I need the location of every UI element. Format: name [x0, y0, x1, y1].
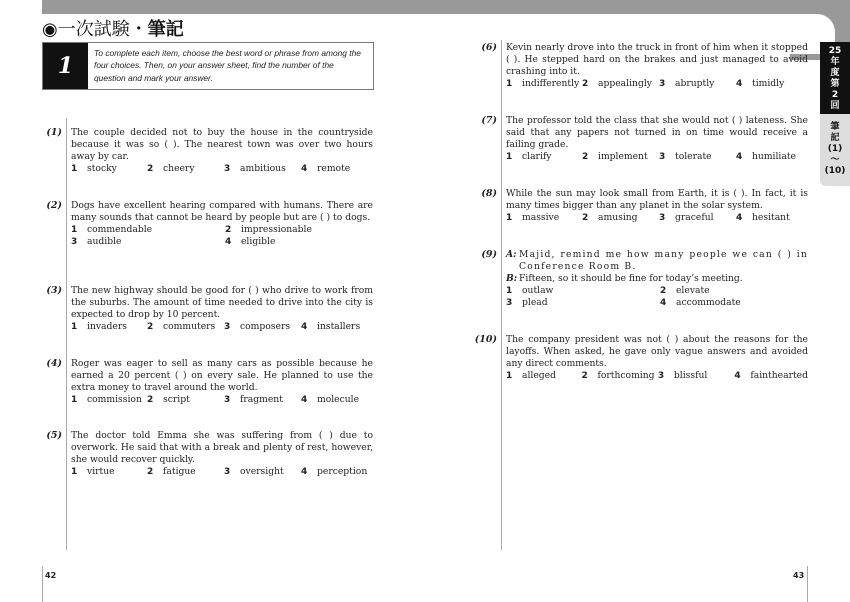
option-number: 3 [659, 79, 666, 89]
question-number: (1) [46, 127, 62, 138]
question-10 [506, 334, 808, 382]
option-2[interactable] [582, 212, 659, 224]
option-label: amusing [598, 212, 638, 223]
instruction-text: To complete each item, choose the best word or phrase from among the four choices. Then, on your answer sheet, find the number of the question and mark your answer. [94, 48, 361, 83]
option-1[interactable] [506, 212, 582, 224]
option-3[interactable] [224, 321, 301, 333]
option-1[interactable] [71, 394, 147, 406]
instruction-number: 1 [43, 43, 88, 89]
option-number: 1 [71, 225, 78, 235]
option-number: 1 [506, 286, 513, 296]
option-number: 4 [660, 298, 667, 308]
option-number: 2 [225, 225, 232, 235]
line-b: Fifteen, so it should be fine for today’s meeting. [519, 273, 743, 284]
option-number: 3 [224, 395, 231, 405]
option-2[interactable] [582, 151, 659, 163]
option-3[interactable] [659, 151, 736, 163]
option-label: eligible [241, 236, 276, 247]
option-1[interactable] [506, 151, 582, 163]
option-label: humiliate [752, 151, 796, 162]
option-label: commendable [87, 224, 153, 235]
option-3[interactable] [658, 370, 734, 382]
options [506, 212, 808, 224]
option-number: 3 [659, 152, 666, 162]
left-column-rule [66, 118, 67, 550]
page-number-left: 42 [45, 571, 57, 580]
option-4[interactable] [736, 78, 784, 90]
option-label: impressionable [241, 224, 312, 235]
option-2[interactable] [660, 285, 710, 297]
option-number: 3 [659, 213, 666, 223]
option-label: outlaw [522, 285, 554, 296]
speaker-b: B: [506, 273, 518, 284]
option-number: 3 [657, 371, 665, 381]
option-3[interactable] [224, 466, 301, 478]
option-label: hesitant [752, 212, 790, 223]
option-number: 1 [506, 371, 513, 381]
question-1 [71, 127, 373, 175]
question-5 [71, 430, 373, 478]
option-label: tolerate [675, 151, 712, 162]
side-tab-exam[interactable] [820, 42, 850, 114]
option-label: cheery [163, 163, 195, 174]
option-3[interactable] [659, 78, 736, 90]
option-label: elevate [676, 285, 710, 296]
instruction-box [42, 42, 374, 90]
option-2[interactable] [147, 394, 224, 406]
tab-char: 2 [831, 90, 839, 100]
option-label: molecule [317, 394, 360, 405]
options [506, 78, 808, 90]
option-label: abruptly [675, 78, 715, 89]
option-1[interactable] [71, 163, 147, 175]
option-number: 2 [147, 164, 154, 174]
question-text: Roger was eager to sell as many cars as possible because he earned a 20 percent ( ) on every sale. He planned to use the extra money to travel around the world. [71, 358, 373, 393]
option-number: 2 [581, 371, 588, 381]
question-7 [506, 115, 808, 163]
dialogue-line-b [506, 273, 808, 285]
right-column-rule [501, 40, 502, 550]
option-2[interactable] [147, 163, 224, 175]
option-4[interactable] [660, 297, 741, 309]
option-label: implement [598, 151, 648, 162]
header-bar [42, 0, 850, 14]
question-text: Dogs have excellent hearing compared with humans. There are many sounds that cannot be heard by people but are ( ) to dogs. [71, 200, 373, 223]
options [506, 285, 808, 297]
option-1[interactable] [506, 370, 581, 382]
option-label: fatigue [163, 466, 196, 477]
question-4 [71, 358, 373, 406]
option-label: installers [317, 321, 361, 332]
option-number: 4 [301, 164, 308, 174]
option-number: 2 [147, 395, 154, 405]
question-number: (5) [46, 430, 62, 441]
option-number: 2 [582, 79, 589, 89]
option-number: 4 [736, 152, 743, 162]
option-4[interactable] [736, 151, 796, 163]
option-label: massive [522, 212, 560, 223]
option-3[interactable] [224, 394, 301, 406]
tab-char: 25 [828, 46, 842, 56]
option-label: oversight [240, 466, 284, 477]
tab-char: 〜 [830, 155, 840, 165]
dialogue-line-a [506, 249, 808, 273]
option-number: 1 [506, 152, 513, 162]
option-number: 1 [71, 467, 78, 477]
option-4[interactable] [734, 370, 808, 382]
option-4[interactable] [301, 163, 350, 175]
option-label: graceful [675, 212, 714, 223]
option-label: plead [522, 297, 548, 308]
option-number: 2 [147, 467, 154, 477]
question-3 [71, 285, 373, 333]
options [71, 224, 373, 236]
option-label: audible [87, 236, 122, 247]
option-number: 4 [736, 213, 743, 223]
question-9 [506, 249, 808, 309]
option-number: 1 [506, 79, 513, 89]
option-label: clarify [522, 151, 552, 162]
option-1[interactable] [506, 285, 660, 297]
tab-char: 年 [830, 57, 840, 67]
tab-char: (10) [824, 166, 846, 176]
speaker-a: A: [506, 249, 517, 260]
option-number: 1 [71, 164, 78, 174]
option-label: forthcoming [597, 370, 655, 381]
option-number: 4 [734, 371, 741, 381]
question-number: (9) [481, 249, 497, 260]
option-number: 4 [736, 79, 743, 89]
option-label: appealingly [598, 78, 652, 89]
section-title-prefix: ◉一次試験・ [42, 19, 148, 40]
option-label: remote [317, 163, 351, 174]
question-text: The new highway should be good for ( ) who drive to work from the suburbs. The amount of time needed to drive into the city is expected to drop by 10 percent. [71, 285, 373, 320]
option-number: 1 [71, 395, 78, 405]
option-number: 3 [224, 467, 231, 477]
option-2[interactable] [582, 78, 659, 90]
option-label: accommodate [676, 297, 741, 308]
tab-char: (1) [827, 144, 843, 154]
option-number: 3 [506, 298, 513, 308]
question-number: (6) [481, 42, 497, 53]
question-number: (8) [481, 188, 497, 199]
option-1[interactable] [71, 466, 147, 478]
right-page-rule [807, 566, 808, 602]
options [506, 151, 808, 163]
option-label: fainthearted [750, 370, 808, 381]
tab-char: 第 [830, 79, 840, 89]
tab-char: 回 [830, 101, 840, 111]
option-3[interactable] [659, 212, 736, 224]
page-number-right: 43 [793, 571, 805, 580]
tab-char: 度 [830, 68, 840, 78]
option-number: 2 [582, 213, 589, 223]
option-1[interactable] [71, 224, 225, 236]
question-text: The professor told the class that she would not ( ) lateness. She said that any papers not turned in on time would receive a failing grade. [506, 115, 808, 150]
question-text: The doctor told Emma she was suffering from ( ) due to overwork. He said that with a break and plenty of rest, however, she would recover quickly. [71, 430, 373, 465]
option-3[interactable] [224, 163, 301, 175]
option-3[interactable] [71, 236, 225, 248]
tab-char: 筆 [830, 122, 840, 132]
options [71, 321, 373, 333]
option-number: 3 [224, 322, 231, 332]
question-text: The company president was not ( ) about the reasons for the layoffs. When asked, he gave only vague answers and avoided any direct comments. [506, 334, 808, 369]
option-label: ambitious [240, 163, 286, 174]
option-4[interactable] [736, 212, 790, 224]
options [71, 394, 373, 406]
option-4[interactable] [301, 394, 359, 406]
option-label: stocky [87, 163, 117, 174]
option-label: alleged [522, 370, 556, 381]
option-2[interactable] [225, 224, 312, 236]
question-text: The couple decided not to buy the house in the countryside because it was so ( ). The nearest town was over two hours away by car. [71, 127, 373, 162]
line-a: Majid, remind me how many people we can ( ) in Conference Room B. [519, 249, 808, 272]
question-8 [506, 188, 808, 224]
question-6 [506, 42, 808, 90]
option-label: fragment [240, 394, 283, 405]
options [506, 370, 808, 382]
section-title [42, 15, 184, 41]
option-3[interactable] [506, 297, 660, 309]
question-number: (2) [46, 200, 62, 211]
option-label: invaders [87, 321, 127, 332]
options [71, 163, 373, 175]
option-label: composers [240, 321, 291, 332]
option-label: virtue [87, 466, 115, 477]
option-label: blissful [673, 370, 708, 381]
question-number: (10) [474, 334, 497, 345]
option-label: timidly [752, 78, 785, 89]
tab-char: 記 [830, 133, 840, 143]
section-title-bold: 筆記 [147, 19, 184, 40]
option-number: 4 [301, 467, 308, 477]
option-2[interactable] [147, 466, 224, 478]
option-number: 4 [301, 395, 308, 405]
option-number: 3 [71, 237, 78, 247]
option-2[interactable] [581, 370, 657, 382]
options [506, 297, 808, 309]
question-number: (7) [481, 115, 497, 126]
option-4[interactable] [225, 236, 275, 248]
option-number: 3 [224, 164, 231, 174]
option-number: 2 [147, 322, 154, 332]
option-4[interactable] [301, 321, 360, 333]
option-number: 4 [301, 322, 308, 332]
side-tab-section[interactable] [820, 114, 850, 186]
option-2[interactable] [147, 321, 224, 333]
option-4[interactable] [301, 466, 367, 478]
option-label: indifferently [522, 78, 580, 89]
option-number: 1 [506, 213, 513, 223]
question-number: (4) [46, 358, 62, 369]
option-number: 4 [225, 237, 232, 247]
question-text: Kevin nearly drove into the truck in front of him when it stopped ( ). He stepped hard on the brakes and just managed to avoid crashing into it. [506, 42, 808, 77]
option-label: perception [317, 466, 368, 477]
option-label: commission [87, 394, 142, 405]
options [71, 466, 373, 478]
left-page-rule [42, 566, 43, 602]
option-number: 2 [660, 286, 667, 296]
question-2 [71, 200, 373, 248]
option-number: 2 [582, 152, 589, 162]
question-number: (3) [46, 285, 62, 296]
option-label: commuters [163, 321, 216, 332]
question-text: While the sun may look small from Earth, it is ( ). In fact, it is many times bigger than any planet in the solar system. [506, 188, 808, 211]
option-1[interactable] [71, 321, 147, 333]
option-number: 1 [71, 322, 78, 332]
options [71, 236, 373, 248]
option-label: script [163, 394, 190, 405]
option-1[interactable] [506, 78, 582, 90]
